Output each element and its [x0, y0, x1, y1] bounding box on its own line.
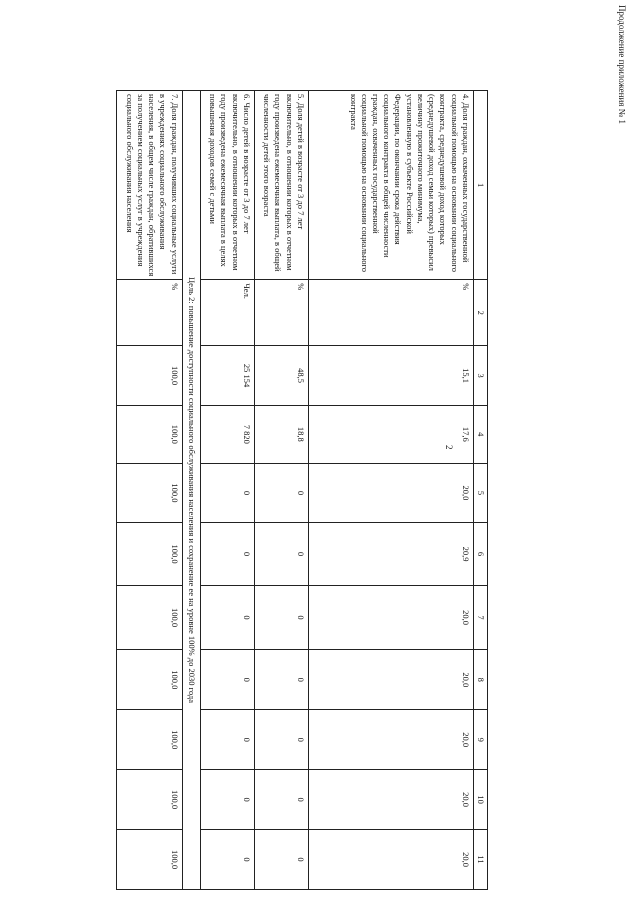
indicator-value: 0 — [254, 585, 308, 650]
column-number: 10 — [473, 770, 487, 830]
indicator-name: 7. Доля граждан, получивших социальные услуги в учреждениях социального обслуживания населения, в общем числе граждан, обратившихся за получением социальных услуг в учреждения социального обслуживания населения — [116, 91, 182, 280]
indicators-table — [116, 90, 488, 890]
indicator-value: 100,0 — [116, 710, 182, 770]
goal-row — [182, 91, 200, 890]
indicator-value: 100,0 — [116, 650, 182, 710]
indicator-value: 0 — [200, 585, 254, 650]
column-number: 5 — [473, 463, 487, 523]
indicator-name: 5. Доля детей в возрасте от 3 до 7 лет включительно, в отношении которых в отчетном году произведена ежемесячная выплата, в общей численности детей этого возраста — [254, 91, 308, 280]
indicator-value: 20,0 — [308, 830, 473, 890]
column-number: 9 — [473, 710, 487, 770]
indicator-value: 0 — [200, 523, 254, 585]
page-number: 2 — [444, 445, 454, 450]
indicator-value: 100,0 — [116, 463, 182, 523]
indicator-value: 25 154 — [200, 346, 254, 406]
table-row-4 — [308, 91, 473, 890]
indicator-name: 6. Число детей в возрасте от 3 до 7 лет включительно, в отношении которых в отчетном году произведена ежемесячная выплата в целях повышения доходов семей с детьми — [200, 91, 254, 280]
indicator-value: 0 — [254, 650, 308, 710]
column-number: 4 — [473, 406, 487, 463]
indicator-value: 0 — [200, 830, 254, 890]
indicator-value: 0 — [200, 463, 254, 523]
indicator-value: 0 — [254, 830, 308, 890]
indicator-unit: % — [254, 280, 308, 346]
table-row-6 — [200, 91, 254, 890]
column-number: 6 — [473, 523, 487, 585]
indicator-value: 15,1 — [308, 346, 473, 406]
indicator-value: 0 — [254, 770, 308, 830]
indicator-value: 7 820 — [200, 406, 254, 463]
column-number: 8 — [473, 650, 487, 710]
indicator-value: 100,0 — [116, 346, 182, 406]
indicator-value: 0 — [200, 710, 254, 770]
column-number: 11 — [473, 830, 487, 890]
indicator-value: 0 — [254, 463, 308, 523]
column-number: 1 — [473, 91, 487, 280]
column-number: 2 — [473, 280, 487, 346]
indicator-value: 0 — [200, 650, 254, 710]
indicator-value: 100,0 — [116, 585, 182, 650]
column-number: 3 — [473, 346, 487, 406]
indicator-value: 48,5 — [254, 346, 308, 406]
indicator-value: 17,6 — [308, 406, 473, 463]
indicator-value: 20,0 — [308, 710, 473, 770]
indicator-unit: % — [116, 280, 182, 346]
table-row-5 — [254, 91, 308, 890]
indicator-unit: Чел. — [200, 280, 254, 346]
indicator-value: 0 — [254, 710, 308, 770]
indicator-value: 20,0 — [308, 650, 473, 710]
indicator-value: 20,0 — [308, 585, 473, 650]
indicator-value: 100,0 — [116, 770, 182, 830]
indicator-value: 18,8 — [254, 406, 308, 463]
indicator-value: 0 — [200, 770, 254, 830]
indicator-value: 20,9 — [308, 523, 473, 585]
table-row-7 — [116, 91, 182, 890]
column-number-row — [473, 91, 487, 890]
appendix-note: Продолжение приложения № 1 — [617, 5, 627, 125]
indicators-table-wrap — [116, 90, 488, 890]
column-number: 7 — [473, 585, 487, 650]
goal-2-heading: Цель 2: повышение доступности социального обслуживания населения и сохранение ее на уровне 100% до 2030 года — [182, 91, 200, 890]
indicator-value: 20,0 — [308, 463, 473, 523]
indicator-value: 20,0 — [308, 770, 473, 830]
indicator-name: 4. Доля граждан, охваченных государственной социальной помощью на основании социального контракта, среднедушевой доход которых (среднедушевой доход семьи которых) превысил величину прожиточного минимума, установленную в субъекте Российской Федерации, по окончании срока действия социального контракта в общей численности граждан, охваченных государственной социальной помощью на основании социального контракта — [308, 91, 473, 280]
indicator-value: 0 — [254, 523, 308, 585]
indicator-value: 100,0 — [116, 406, 182, 463]
indicator-value: 100,0 — [116, 830, 182, 890]
indicator-value: 100,0 — [116, 523, 182, 585]
indicator-unit: % — [308, 280, 473, 346]
